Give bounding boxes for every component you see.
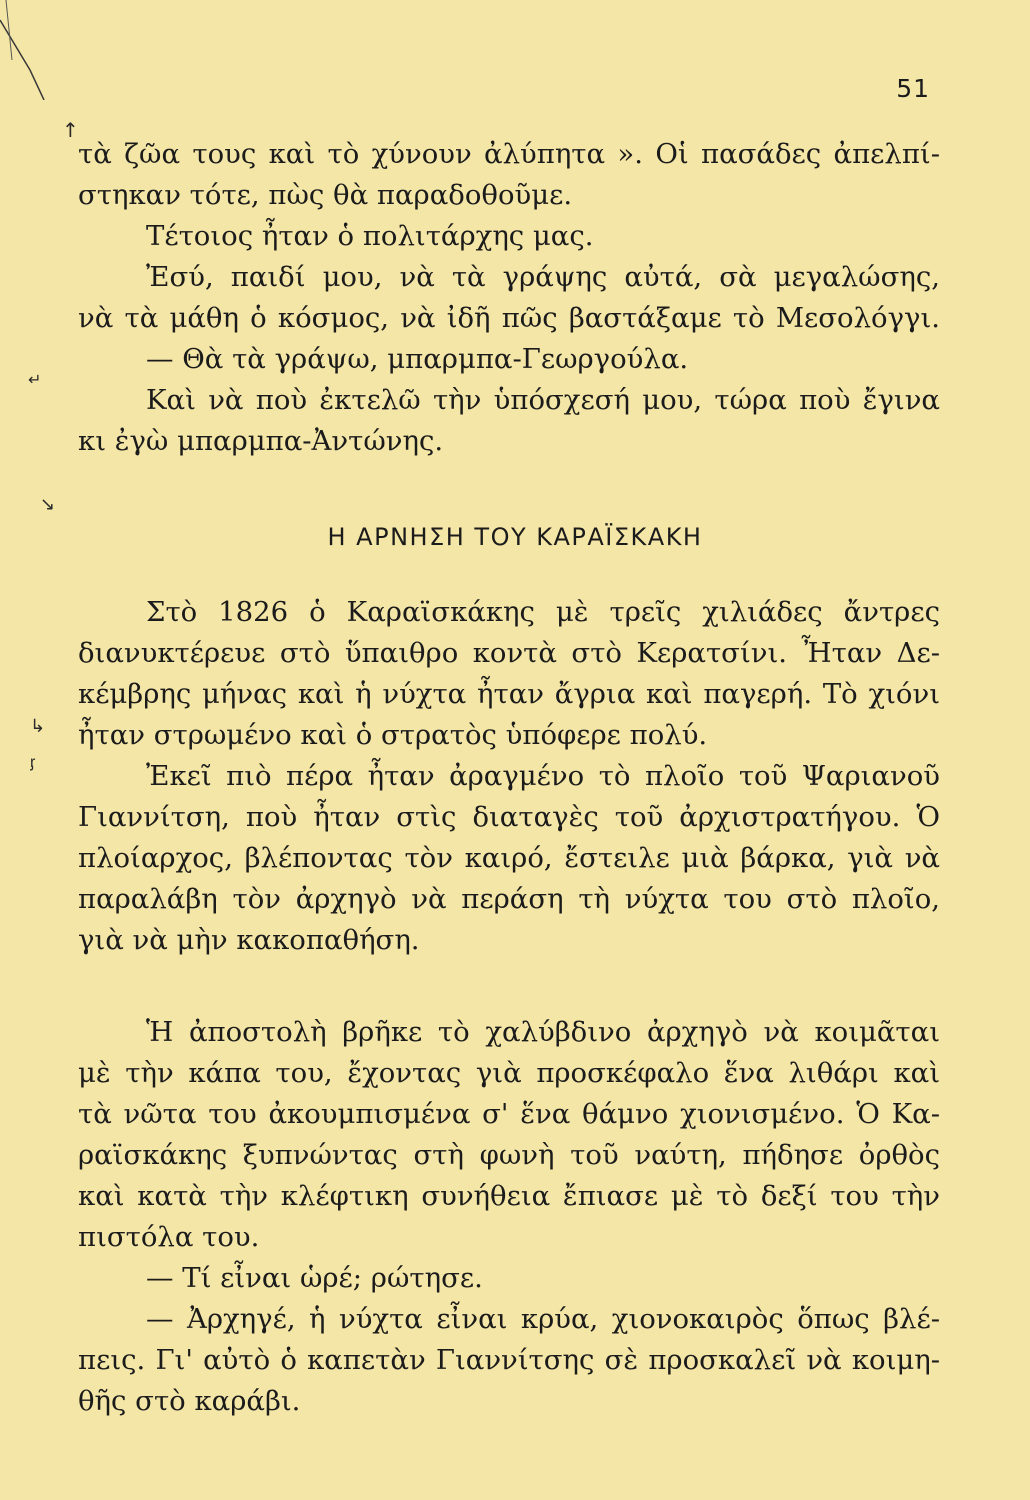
text-line: τὰ νῶτα του ἀκουμπισμένα σ' ἕνα θάμνο χιονισμένο. Ὁ Κα-	[78, 1098, 940, 1130]
text-line: νὰ τὰ μάθη ὁ κόσμος, νὰ ἰδῆ πῶς βαστάξαμε τὸ Μεσολόγγι.	[78, 302, 940, 334]
text-line: Τέτοιος ἦταν ὁ πολιτάρχης μας.	[146, 220, 594, 252]
text-line: διανυκτέρευε στὸ ὕπαιθρο κοντὰ στὸ Κερατσίνι. Ἦταν Δε-	[78, 637, 940, 669]
page-crease-mark	[0, 0, 60, 100]
text-line: θῆς στὸ καράβι.	[78, 1385, 301, 1417]
text-line: Ἡ ἀποστολὴ βρῆκε τὸ χαλύβδινο ἀρχηγὸ νὰ κοιμᾶται	[146, 1016, 940, 1048]
text-line: Γιαννίτση, ποὺ ἦταν στὶς διαταγὲς τοῦ ἀρχιστρατήγου. Ὁ	[78, 801, 940, 833]
text-line: στηκαν τότε, πὼς θὰ παραδοθοῦμε.	[78, 179, 573, 211]
margin-pencil-mark: ↑	[62, 118, 79, 142]
bottom-text-block	[78, 1012, 940, 1422]
text-line: κι ἐγὼ μπαρμπα-Ἀντώνης.	[78, 425, 444, 457]
text-line: ἦταν στρωμένο καὶ ὁ στρατὸς ὑπόφερε πολύ.	[78, 719, 708, 751]
text-line: καὶ κατὰ τὴν κλέφτικη συνήθεια ἔπιασε μὲ τὸ δεξί του τὴν	[78, 1180, 940, 1212]
text-line: — Θὰ τὰ γράψω, μπαρμπα-Γεωργούλα.	[146, 343, 689, 375]
text-line: — Ἀρχηγέ, ἡ νύχτα εἶναι κρύα, χιονοκαιρὸς ὅπως βλέ-	[146, 1303, 940, 1335]
text-line: Στὸ 1826 ὁ Καραϊσκάκης μὲ τρεῖς χιλιάδες ἄντρες	[146, 596, 940, 628]
text-line: κέμβρης μήνας καὶ ἡ νύχτα ἦταν ἄγρια καὶ παγερή. Τὸ χιόνι	[78, 678, 940, 710]
margin-pencil-mark: ᶉ	[30, 752, 36, 771]
margin-pencil-mark: ↳	[30, 716, 46, 737]
text-line: πλοίαρχος, βλέποντας τὸν καιρό, ἔστειλε μιὰ βάρκα, γιὰ νὰ	[78, 842, 940, 874]
text-line: Ἐκεῖ πιὸ πέρα ἦταν ἀραγμένο τὸ πλοῖο τοῦ Ψαριανοῦ	[146, 760, 940, 792]
text-line: Καὶ νὰ ποὺ ἐκτελῶ τὴν ὑπόσχεσή μου, τώρα ποὺ ἔγινα	[146, 384, 940, 416]
text-line: ραϊσκάκης ξυπνώντας στὴ φωνὴ τοῦ ναύτη, πήδησε ὀρθὸς	[78, 1139, 940, 1171]
text-line: παραλάβη τὸν ἀρχηγὸ νὰ περάση τὴ νύχτα του στὸ πλοῖο,	[78, 883, 940, 915]
text-line: τὰ ζῶα τους καὶ τὸ χύνουν ἀλύπητα ». Οἱ πασάδες ἀπελπί-	[78, 138, 940, 170]
text-line: πιστόλα του.	[78, 1221, 260, 1253]
page-number: 51	[896, 74, 930, 103]
top-text-block	[78, 134, 940, 462]
text-line: Ἐσύ, παιδί μου, νὰ τὰ γράψης αὐτά, σὰ μεγαλώσης,	[146, 261, 940, 293]
margin-pencil-mark: ↵	[28, 370, 42, 389]
text-line: γιὰ νὰ μὴν κακοπαθήση.	[78, 924, 420, 956]
text-line: πεις. Γι' αὐτὸ ὁ καπετὰν Γιαννίτσης σὲ προσκαλεῖ νὰ κοιμη-	[78, 1344, 940, 1376]
middle-text-block	[78, 592, 940, 961]
text-line: — Τί εἶναι ὡρέ; ρώτησε.	[146, 1262, 483, 1294]
text-line: μὲ τὴν κάπα του, ἔχοντας γιὰ προσκέφαλο ἕνα λιθάρι καὶ	[78, 1057, 940, 1089]
section-title: Η ΑΡΝΗΣΗ ΤΟΥ ΚΑΡΑΪΣΚΑΚΗ	[327, 523, 703, 551]
margin-pencil-mark: ↘	[40, 494, 56, 515]
